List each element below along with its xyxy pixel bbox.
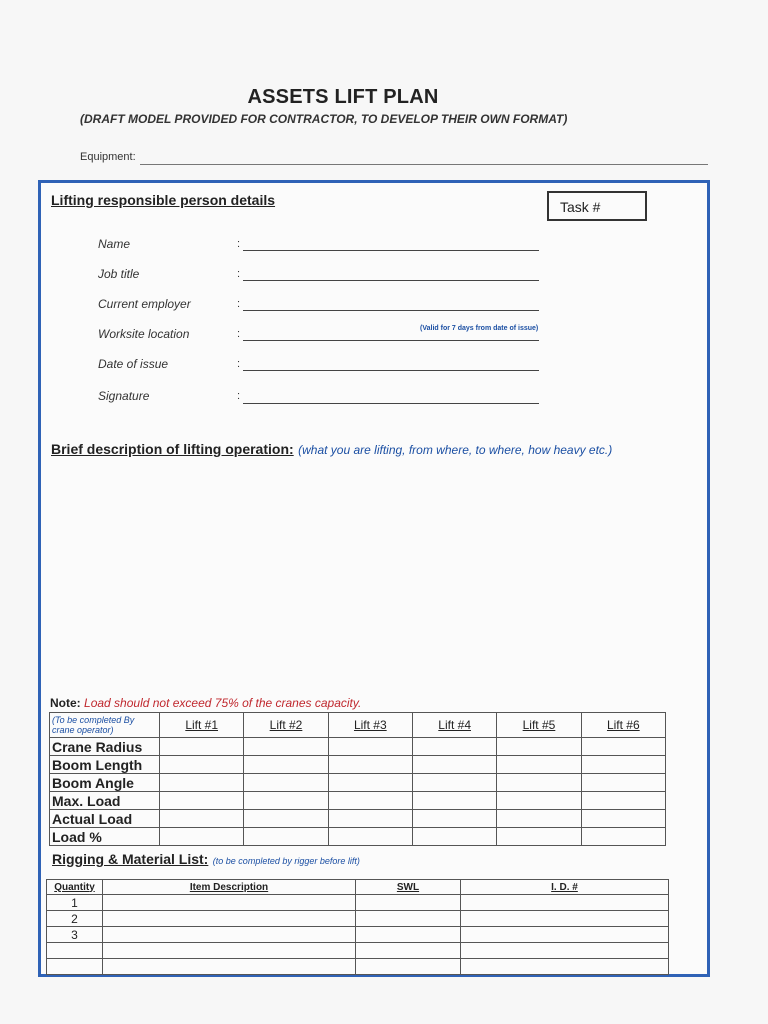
- table-cell: [412, 738, 496, 756]
- table-cell: [497, 756, 581, 774]
- table-cell: [412, 810, 496, 828]
- table-cell: [160, 774, 244, 792]
- row-label-actual-load: Actual Load: [50, 810, 160, 828]
- table-row: [47, 943, 669, 959]
- column-header-swl: SWL: [356, 880, 461, 895]
- crane-table-header: [50, 713, 666, 738]
- table-cell: [581, 774, 665, 792]
- table-cell: [244, 756, 328, 774]
- table-row: [50, 792, 666, 810]
- table-row: [50, 774, 666, 792]
- table-cell: [461, 927, 669, 943]
- table-row: [47, 959, 669, 975]
- table-row: [47, 911, 669, 927]
- description-heading-row: [51, 441, 612, 459]
- field-line-date-of-issue: [243, 370, 539, 371]
- table-cell: [461, 959, 669, 975]
- table-cell: [244, 792, 328, 810]
- equipment-label: Equipment:: [80, 151, 136, 163]
- field-line-job-title: [243, 280, 539, 281]
- rigging-heading-row: [52, 851, 360, 869]
- rigging-heading: Rigging & Material List:: [52, 851, 209, 867]
- table-cell: [244, 738, 328, 756]
- note-text: Load should not exceed 75% of the cranes capacity.: [84, 696, 362, 710]
- equipment-line: [140, 164, 708, 165]
- table-row: [50, 756, 666, 774]
- field-colon: :: [237, 268, 241, 280]
- table-cell: [412, 774, 496, 792]
- field-label-worksite-location: Worksite location: [98, 327, 190, 341]
- table-cell: [328, 756, 412, 774]
- table-cell: [412, 756, 496, 774]
- description-hint: (what you are lifting, from where, to where, how heavy etc.): [298, 443, 613, 457]
- table-cell: [461, 895, 669, 911]
- field-line-name: [243, 250, 539, 251]
- row-label-max-load: Max. Load: [50, 792, 160, 810]
- rigging-material-table: [46, 879, 669, 975]
- column-header-lift-2: Lift #2: [244, 713, 328, 738]
- table-cell: [461, 943, 669, 959]
- table-cell: [160, 828, 244, 846]
- table-row: [47, 895, 669, 911]
- field-colon: :: [237, 298, 241, 310]
- table-cell: [581, 756, 665, 774]
- field-line-current-employer: [243, 310, 539, 311]
- table-cell: [581, 810, 665, 828]
- rigging-hint: (to be completed by rigger before lift): [212, 856, 360, 866]
- table-cell: [328, 792, 412, 810]
- table-row: [50, 828, 666, 846]
- column-header-item-description: Item Description: [103, 880, 356, 895]
- table-cell: [328, 774, 412, 792]
- table-cell: [103, 895, 356, 911]
- table-row: [47, 927, 669, 943]
- row-label-boom-length: Boom Length: [50, 756, 160, 774]
- field-label-name: Name: [98, 237, 131, 251]
- row-number: [47, 959, 103, 975]
- field-label-date-of-issue: Date of issue: [98, 357, 169, 371]
- rigging-table-header: [47, 880, 669, 895]
- table-cell: [497, 828, 581, 846]
- row-label-crane-radius: Crane Radius: [50, 738, 160, 756]
- table-cell: [356, 911, 461, 927]
- table-cell: [497, 774, 581, 792]
- note-label: Note:: [50, 696, 81, 710]
- crane-operator-note: (To be completed By crane operator): [50, 713, 160, 738]
- row-number: 3: [47, 927, 103, 943]
- table-cell: [581, 828, 665, 846]
- validity-note: (Valid for 7 days from date of issue): [420, 325, 539, 332]
- table-cell: [328, 828, 412, 846]
- table-cell: [356, 895, 461, 911]
- table-cell: [103, 927, 356, 943]
- table-cell: [103, 911, 356, 927]
- row-number: 1: [47, 895, 103, 911]
- table-cell: [160, 792, 244, 810]
- column-header-lift-1: Lift #1: [160, 713, 244, 738]
- table-cell: [103, 959, 356, 975]
- table-cell: [356, 927, 461, 943]
- table-cell: [244, 810, 328, 828]
- table-row: [50, 810, 666, 828]
- row-number: 2: [47, 911, 103, 927]
- crane-lift-table: [49, 712, 666, 846]
- column-header-lift-6: Lift #6: [581, 713, 665, 738]
- column-header-quantity: Quantity: [47, 880, 103, 895]
- column-header-lift-3: Lift #3: [328, 713, 412, 738]
- column-header-id: I. D. #: [461, 880, 669, 895]
- field-label-job-title: Job title: [98, 267, 140, 281]
- field-colon: :: [237, 390, 241, 402]
- table-cell: [244, 828, 328, 846]
- document-subtitle: (DRAFT MODEL PROVIDED FOR CONTRACTOR, TO DEVELOP THEIR OWN FORMAT): [80, 112, 568, 126]
- table-cell: [160, 810, 244, 828]
- table-cell: [461, 911, 669, 927]
- field-line-signature: [243, 403, 539, 404]
- table-cell: [328, 810, 412, 828]
- table-cell: [103, 943, 356, 959]
- column-header-lift-4: Lift #4: [412, 713, 496, 738]
- table-cell: [244, 774, 328, 792]
- section-heading-description: Brief description of lifting operation:: [51, 441, 294, 457]
- section-heading-person-details: Lifting responsible person details: [51, 192, 276, 208]
- task-number-box: Task #: [547, 191, 647, 221]
- table-cell: [356, 943, 461, 959]
- field-colon: :: [237, 328, 241, 340]
- table-cell: [412, 792, 496, 810]
- table-cell: [581, 792, 665, 810]
- table-cell: [412, 828, 496, 846]
- table-row: [50, 738, 666, 756]
- table-cell: [497, 810, 581, 828]
- column-header-lift-5: Lift #5: [497, 713, 581, 738]
- table-cell: [356, 959, 461, 975]
- row-label-boom-angle: Boom Angle: [50, 774, 160, 792]
- table-cell: [497, 738, 581, 756]
- field-label-current-employer: Current employer: [98, 297, 191, 311]
- row-number: [47, 943, 103, 959]
- field-colon: :: [237, 238, 241, 250]
- field-line-worksite-location: [243, 340, 539, 341]
- table-cell: [581, 738, 665, 756]
- field-label-signature: Signature: [98, 389, 150, 403]
- table-cell: [160, 756, 244, 774]
- field-colon: :: [237, 358, 241, 370]
- row-label-load-percent: Load %: [50, 828, 160, 846]
- table-cell: [497, 792, 581, 810]
- document-title: ASSETS LIFT PLAN: [247, 86, 439, 108]
- table-cell: [328, 738, 412, 756]
- table-cell: [160, 738, 244, 756]
- capacity-note: [50, 696, 361, 710]
